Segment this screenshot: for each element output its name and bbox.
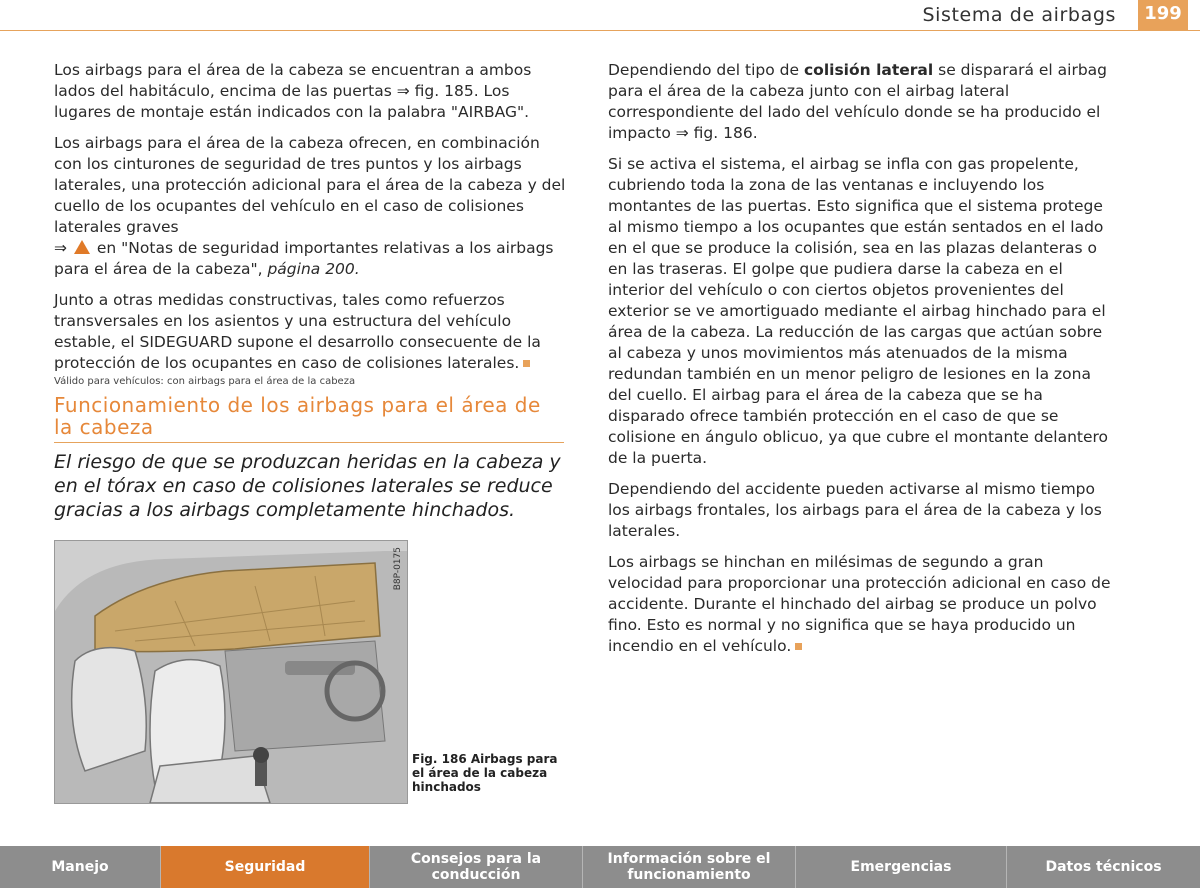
end-marker-icon [795,643,802,650]
p1-before: Dependiendo del tipo de [608,61,800,79]
tab-informacion[interactable]: Información sobre el funcionamiento [583,846,796,888]
tab-emergencias[interactable]: Emergencias [796,846,1007,888]
header-rule [0,30,1200,31]
figure-car-interior [54,540,408,804]
section-title: Funcionamiento de los airbags para el área de la cabeza [54,394,564,443]
tab-manejo[interactable]: Manejo [0,846,161,888]
paragraph-simultaneous: Dependiendo del accidente pueden activarse al mismo tiempo los airbags frontales, los airbags para el área de la cabeza y los laterales. [608,480,1102,540]
warning-icon [74,240,90,254]
tab-seguridad[interactable]: Seguridad [161,846,370,888]
p1-after: se disparará el airbag para el área de la cabeza junto con el airbag lateral correspondiente del lado del vehículo donde se ha producido el impacto ⇒ fig. 186. [608,61,1108,142]
paragraph-side-collision [608,60,1114,144]
car-interior-illustration [55,541,407,803]
left-column [54,60,566,384]
tab-datos-tecnicos[interactable]: Datos técnicos [1045,859,1162,875]
paragraph-sideguard-text: Junto a otras medidas constructivas, tales como refuerzos transversales en los asientos y una estructura del vehículo estable, el SIDEGUARD supone el desarrollo consecuente de la protección de los ocupantes en caso de colisiones laterales. [54,291,541,372]
page-number: 199 [1138,0,1188,30]
paragraph-protection-text: Los airbags para el área de la cabeza ofrecen, en combinación con los cinturones de seguridad de tres puntos y los airbags laterales, una protección adicional para el área de la cabeza y del cuello de los ocupantes del vehículo en el caso de colisiones laterales graves [54,134,566,236]
paragraph-sideguard [54,290,566,374]
warning-note: en "Notas de seguridad importantes relativas a los airbags para el área de la cabeza", [54,239,554,278]
paragraph-inflation-text: Los airbags se hinchan en milésimas de segundo a gran velocidad para proporcionar una protección adicional en caso de accidente. Durante el hinchado del airbag se produce un polvo fino. Esto es normal y no significa que se haya producido un incendio en el vehículo. [608,553,1111,655]
paragraph-protection [54,133,566,280]
figure-code: B8P-0175 [393,547,403,591]
right-column [608,60,1114,667]
figure-caption: Fig. 186 Airbags para el área de la cabeza hinchados [412,752,558,794]
header-title: Sistema de airbags [922,4,1116,26]
lead-text: El riesgo de que se produzcan heridas en la cabeza y en el tórax en caso de colisiones laterales se reduce gracias a los airbags completamente hinchados. [54,451,561,521]
page-reference: página 200. [267,260,360,278]
end-marker-icon [523,360,530,367]
paragraph-inflation [608,552,1114,657]
paragraph-mounting: Los airbags para el área de la cabeza se encuentran a ambos lados del habitáculo, encima de las puertas ⇒ fig. 185. Los lugares de montaje están indicados con la palabra "AIRBAG". [54,61,532,121]
validity-note: Válido para vehículos: con airbags para el área de la cabeza [54,376,356,387]
link-arrow: ⇒ [54,239,67,257]
p1-bold: colisión lateral [803,61,934,79]
tab-consejos[interactable]: Consejos para la conducción [370,846,583,888]
paragraph-activation: Si se activa el sistema, el airbag se infla con gas propelente, cubriendo toda la zona de las ventanas e incluyendo los montantes de las puertas. Esto significa que el sistema protege al mismo tiempo a los ocupantes que están sentados en el lado en el que se produce la colisión, sea en las plazas delanteras o en las traseras. El golpe que pudiera darse la cabeza en el interior del vehículo o con ciertos objetos provenientes del exterior se ve amortiguado mediante el airbag hinchado para el área de la cabeza. La reducción de las cargas que actúan sobre al cabeza y unos movimientos más atenuados de la misma redundan también en un menor peligro de lesiones en la zona del cuello. El airbag para el área de la cabeza que se ha disparado ofrece también protección en el caso de que se colisione en ángulo oblicuo, ya que cubre el montante delantero de la puerta. [608,155,1109,467]
